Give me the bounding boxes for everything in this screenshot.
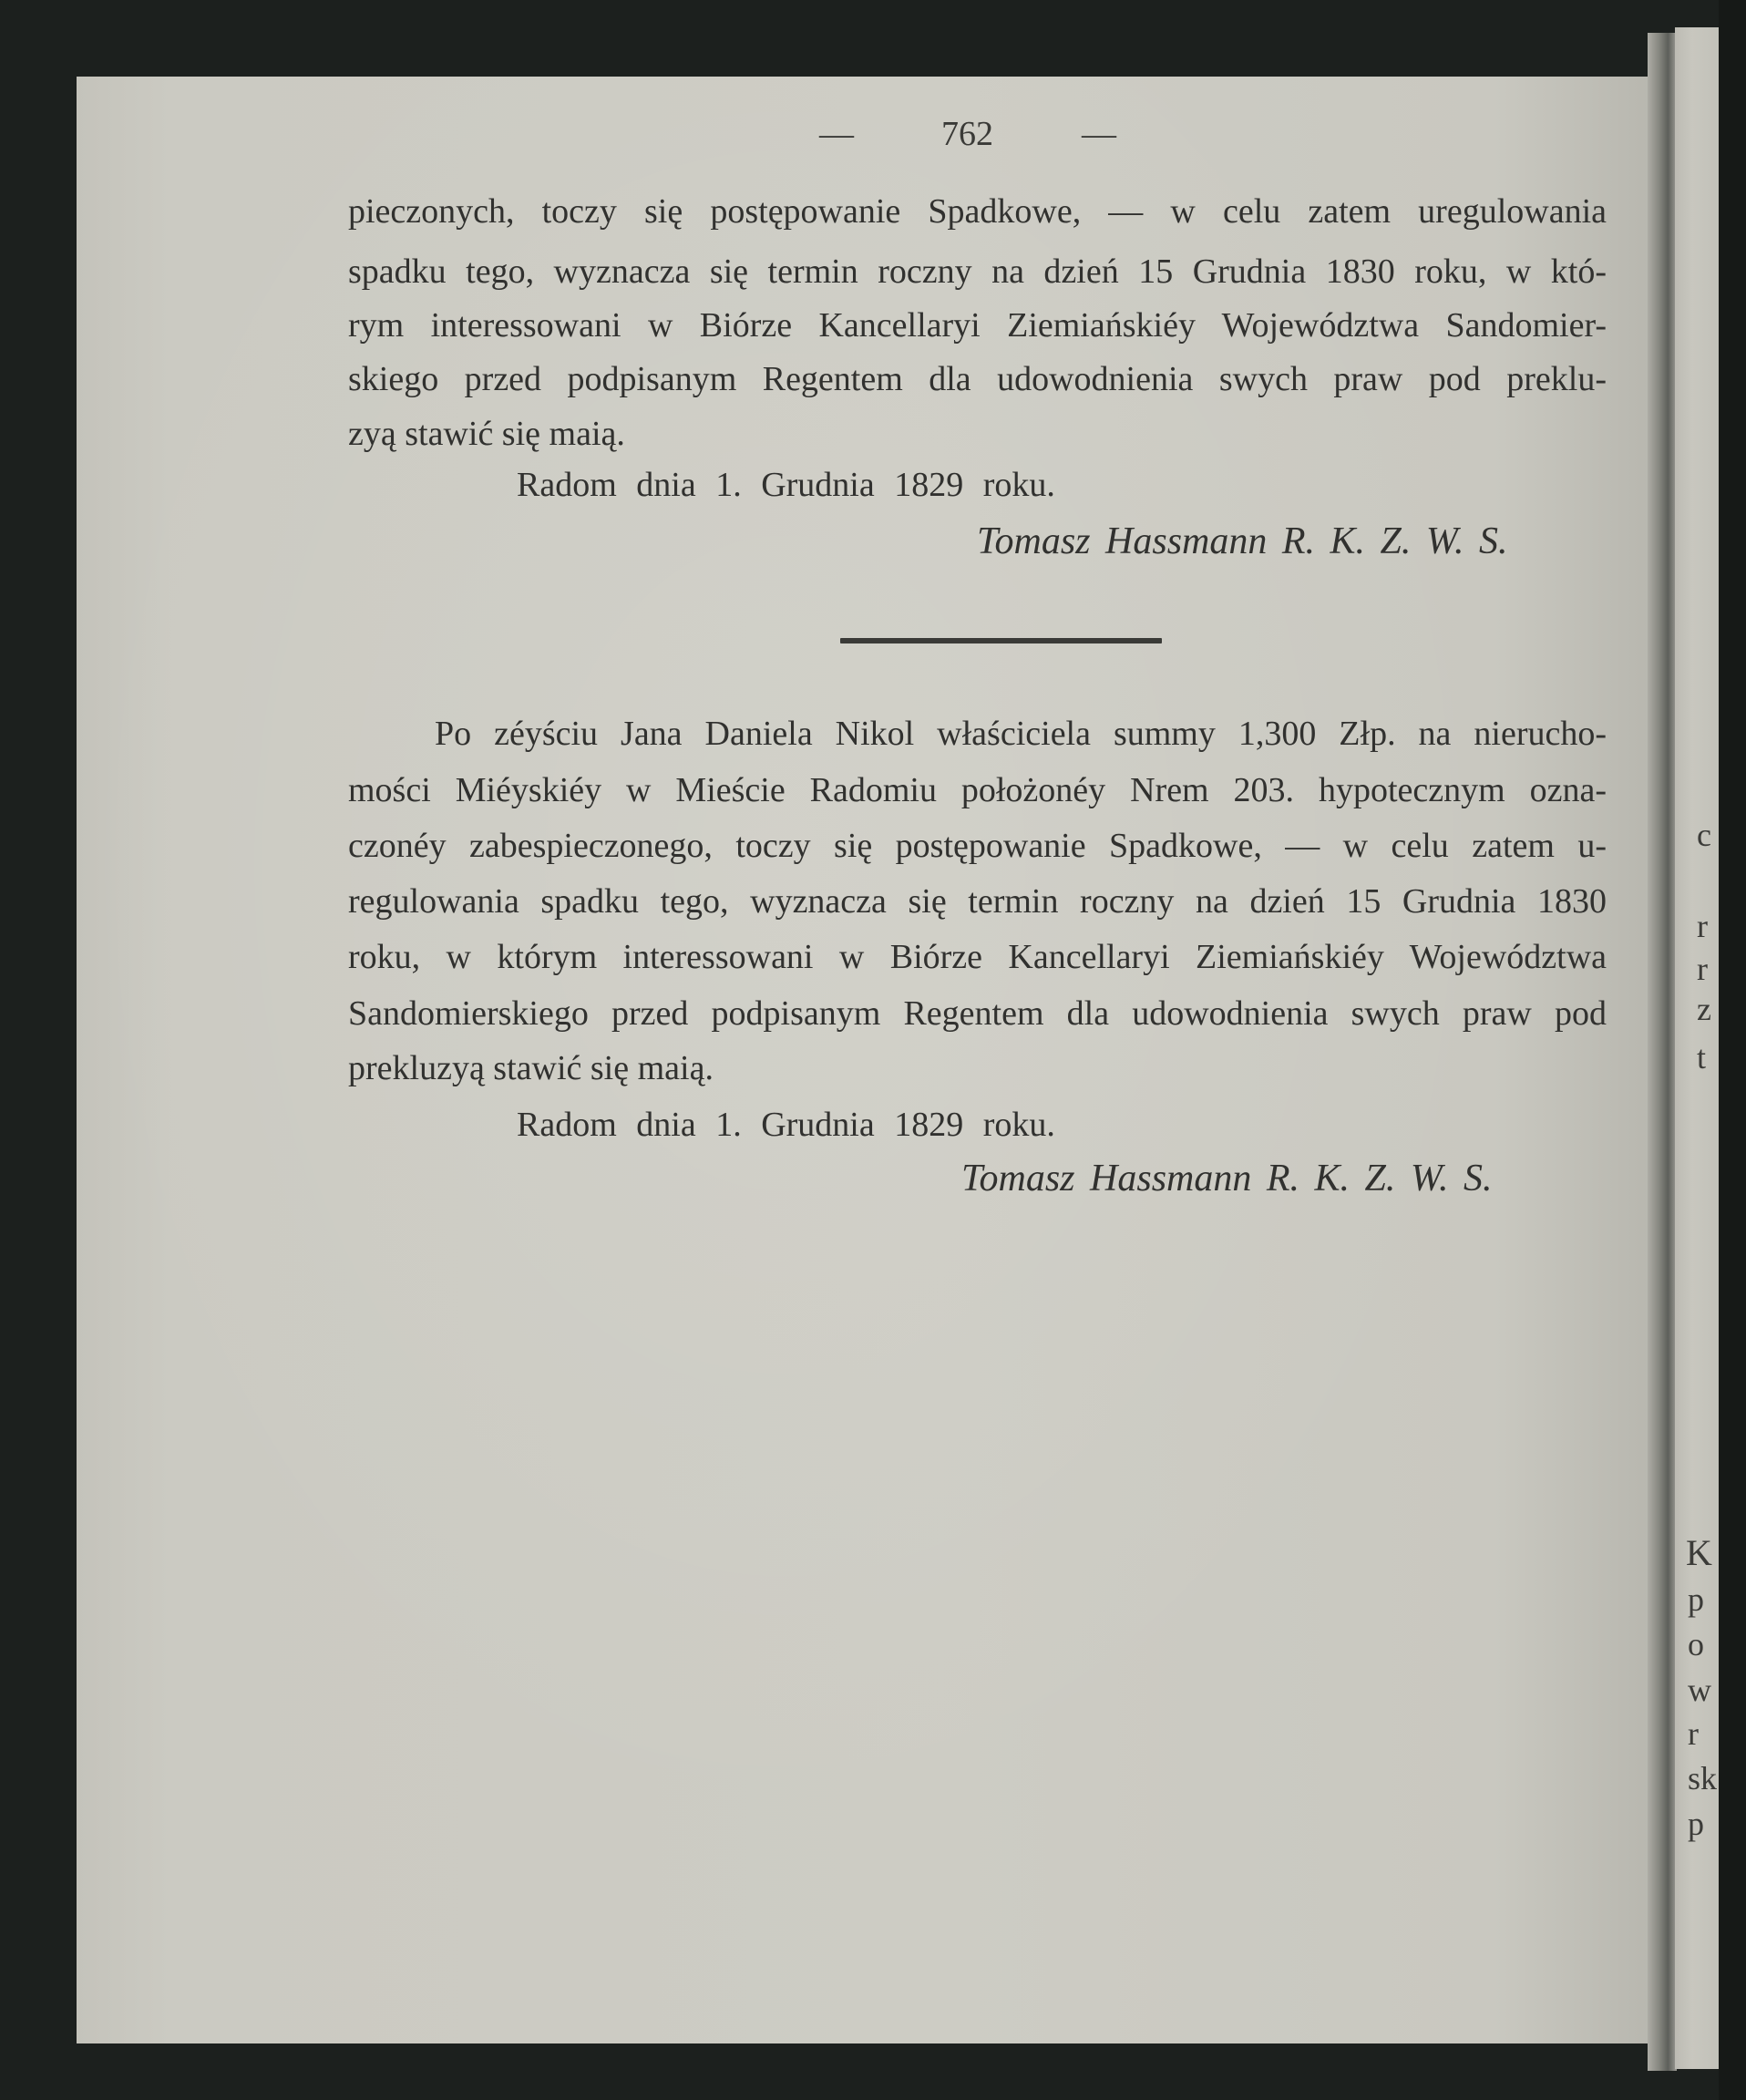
- page-number-dash-right: —: [1082, 115, 1116, 153]
- notice-1-line: pieczonych, toczy się postępowanie Spadkowe, — w celu zatem uregulowania: [348, 192, 1607, 231]
- adjacent-page-fragment: t: [1697, 1039, 1707, 1076]
- notice-1-line: rym interessowani w Biórze Kancellaryi Ziemiańskiéy Województwa Sandomier-: [348, 306, 1607, 345]
- notice-2-line: Po zéyściu Jana Daniela Nikol właściciela summy 1,300 Złp. na nierucho-: [435, 715, 1607, 753]
- notice-2-line: roku, w którym interessowani w Biórze Kancellaryi Ziemiańskiéy Województwa: [348, 938, 1607, 976]
- adjacent-page-edge: [1675, 27, 1719, 2069]
- page-number: 762: [941, 115, 993, 153]
- section-divider: [840, 638, 1162, 643]
- notice-1-place-date: Radom dnia 1. Grudnia 1829 roku.: [517, 466, 1055, 504]
- book-gutter: [1648, 33, 1677, 2071]
- notice-2-line: regulowania spadku tego, wyznacza się termin roczny na dzień 15 Grudnia 1830: [348, 882, 1607, 921]
- notice-2-line: Sandomierskiego przed podpisanym Regentem dla udowodnienia swych praw pod: [348, 994, 1607, 1033]
- adjacent-page-fragment: w: [1688, 1672, 1711, 1708]
- notice-1-line: spadku tego, wyznacza się termin roczny na dzień 15 Grudnia 1830 roku, w któ-: [348, 252, 1607, 291]
- adjacent-page-fragment: r: [1688, 1715, 1699, 1752]
- notice-2-line: czonéy zabespieczonego, toczy się postępowanie Spadkowe, — w celu zatem u-: [348, 827, 1607, 865]
- notice-2-line: mości Miéyskiéy w Mieście Radomiu położonéy Nrem 203. hypotecznym ozna-: [348, 771, 1607, 809]
- adjacent-page-fragment: z: [1697, 991, 1711, 1027]
- notice-2-line: prekluzyą stawić się maią.: [348, 1049, 714, 1087]
- scan-border: [1719, 0, 1746, 2100]
- notice-1-signature: Tomasz Hassmann R. K. Z. W. S.: [977, 520, 1508, 562]
- adjacent-page-fragment: p: [1688, 1581, 1704, 1618]
- adjacent-page-fragment: p: [1688, 1806, 1704, 1842]
- adjacent-page-fragment: K: [1686, 1532, 1712, 1573]
- page-number-dash-left: —: [819, 115, 854, 153]
- adjacent-page-fragment: c: [1697, 817, 1711, 853]
- notice-2-signature: Tomasz Hassmann R. K. Z. W. S.: [961, 1158, 1493, 1199]
- adjacent-page-fragment: sk: [1688, 1760, 1718, 1796]
- adjacent-page-fragment: r: [1697, 951, 1708, 987]
- adjacent-page-fragment: r: [1697, 908, 1708, 944]
- document-page: [77, 77, 1651, 2043]
- notice-2-place-date: Radom dnia 1. Grudnia 1829 roku.: [517, 1106, 1055, 1144]
- adjacent-page-fragment: o: [1688, 1626, 1704, 1662]
- notice-1-line: skiego przed podpisanym Regentem dla udowodnienia swych praw pod preklu-: [348, 360, 1607, 398]
- notice-1-line: zyą stawić się maią.: [348, 415, 625, 453]
